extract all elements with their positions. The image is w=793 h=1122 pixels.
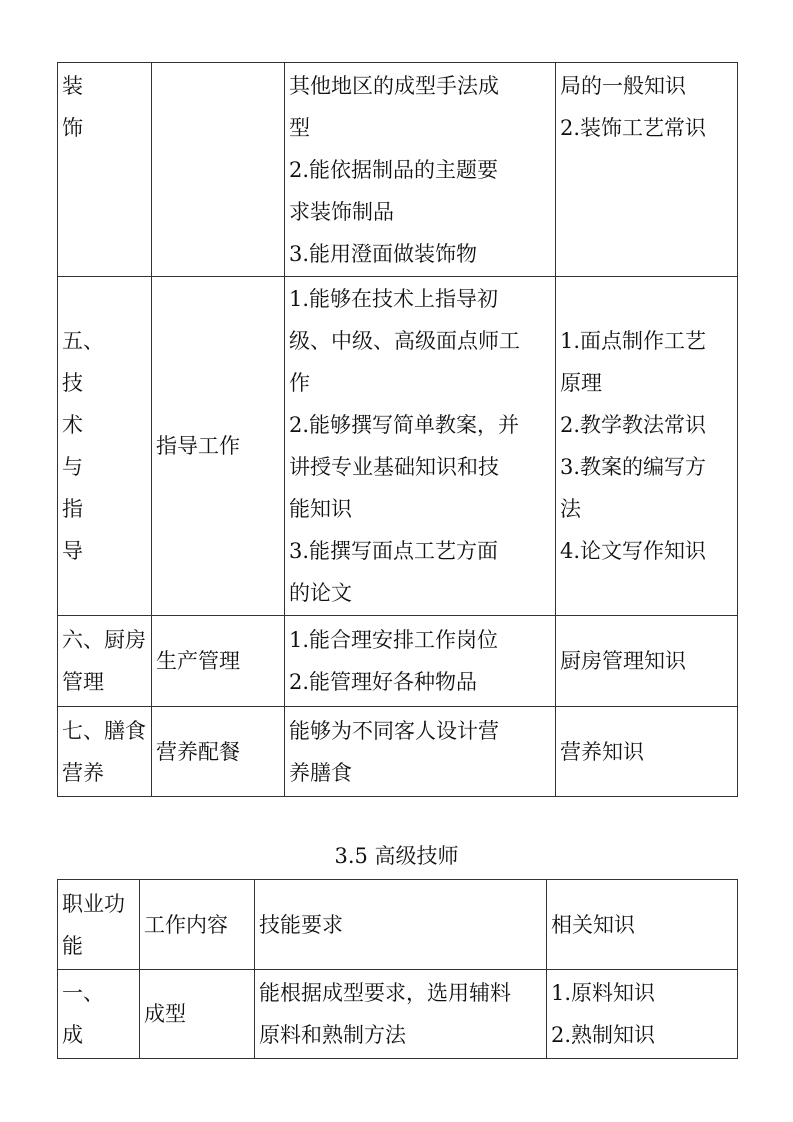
cell-knowledge: 厨房管理知识	[556, 616, 738, 707]
header-function: 职业功 能	[58, 880, 140, 970]
table-row-kitchen-management	[58, 616, 738, 707]
cell-knowledge: 1.原料知识 2.熟制知识	[547, 970, 738, 1059]
cell-skills: 其他地区的成型手法成 型 2.能依据制品的主题要 求装饰制品 3.能用澄面做装饰物	[285, 63, 556, 277]
cell-function: 七、膳食 营养	[58, 707, 152, 797]
cell-skills: 能够为不同客人设计营 养膳食	[285, 707, 556, 797]
cell-skills: 1.能够在技术上指导初 级、中级、高级面点师工 作 2.能够撰写简单教案，并 讲授专业基础知识和技 能知识 3.能撰写面点工艺方面 的论文	[285, 277, 556, 616]
table-row-diet-nutrition	[58, 707, 738, 797]
skills-table-continued	[57, 62, 738, 797]
cell-knowledge: 局的一般知识 2.装饰工艺常识	[556, 63, 738, 277]
cell-content: 营养配餐	[152, 707, 285, 797]
header-content: 工作内容	[140, 880, 255, 970]
header-skills: 技能要求	[255, 880, 547, 970]
header-knowledge: 相关知识	[547, 880, 738, 970]
table-row-technical-guidance	[58, 277, 738, 616]
table-row-forming	[58, 970, 738, 1059]
cell-skills: 1.能合理安排工作岗位 2.能管理好各种物品	[285, 616, 556, 707]
cell-content: 成型	[140, 970, 255, 1059]
cell-function: 五、 技 术 与 指 导	[58, 277, 152, 616]
cell-content	[152, 63, 285, 277]
cell-function: 装 饰	[58, 63, 152, 277]
cell-content: 生产管理	[152, 616, 285, 707]
senior-technician-table	[57, 879, 738, 1059]
table-row-decoration	[58, 63, 738, 277]
cell-knowledge: 营养知识	[556, 707, 738, 797]
cell-knowledge: 1.面点制作工艺 原理 2.教学教法常识 3.教案的编写方 法 4.论文写作知识	[556, 277, 738, 616]
cell-skills: 能根据成型要求，选用辅料 原料和熟制方法	[255, 970, 547, 1059]
cell-function: 一、 成	[58, 970, 140, 1059]
section-title: 3.5 高级技师	[334, 844, 459, 868]
cell-content: 指导工作	[152, 277, 285, 616]
table-header-row	[58, 880, 738, 970]
cell-function: 六、厨房 管理	[58, 616, 152, 707]
